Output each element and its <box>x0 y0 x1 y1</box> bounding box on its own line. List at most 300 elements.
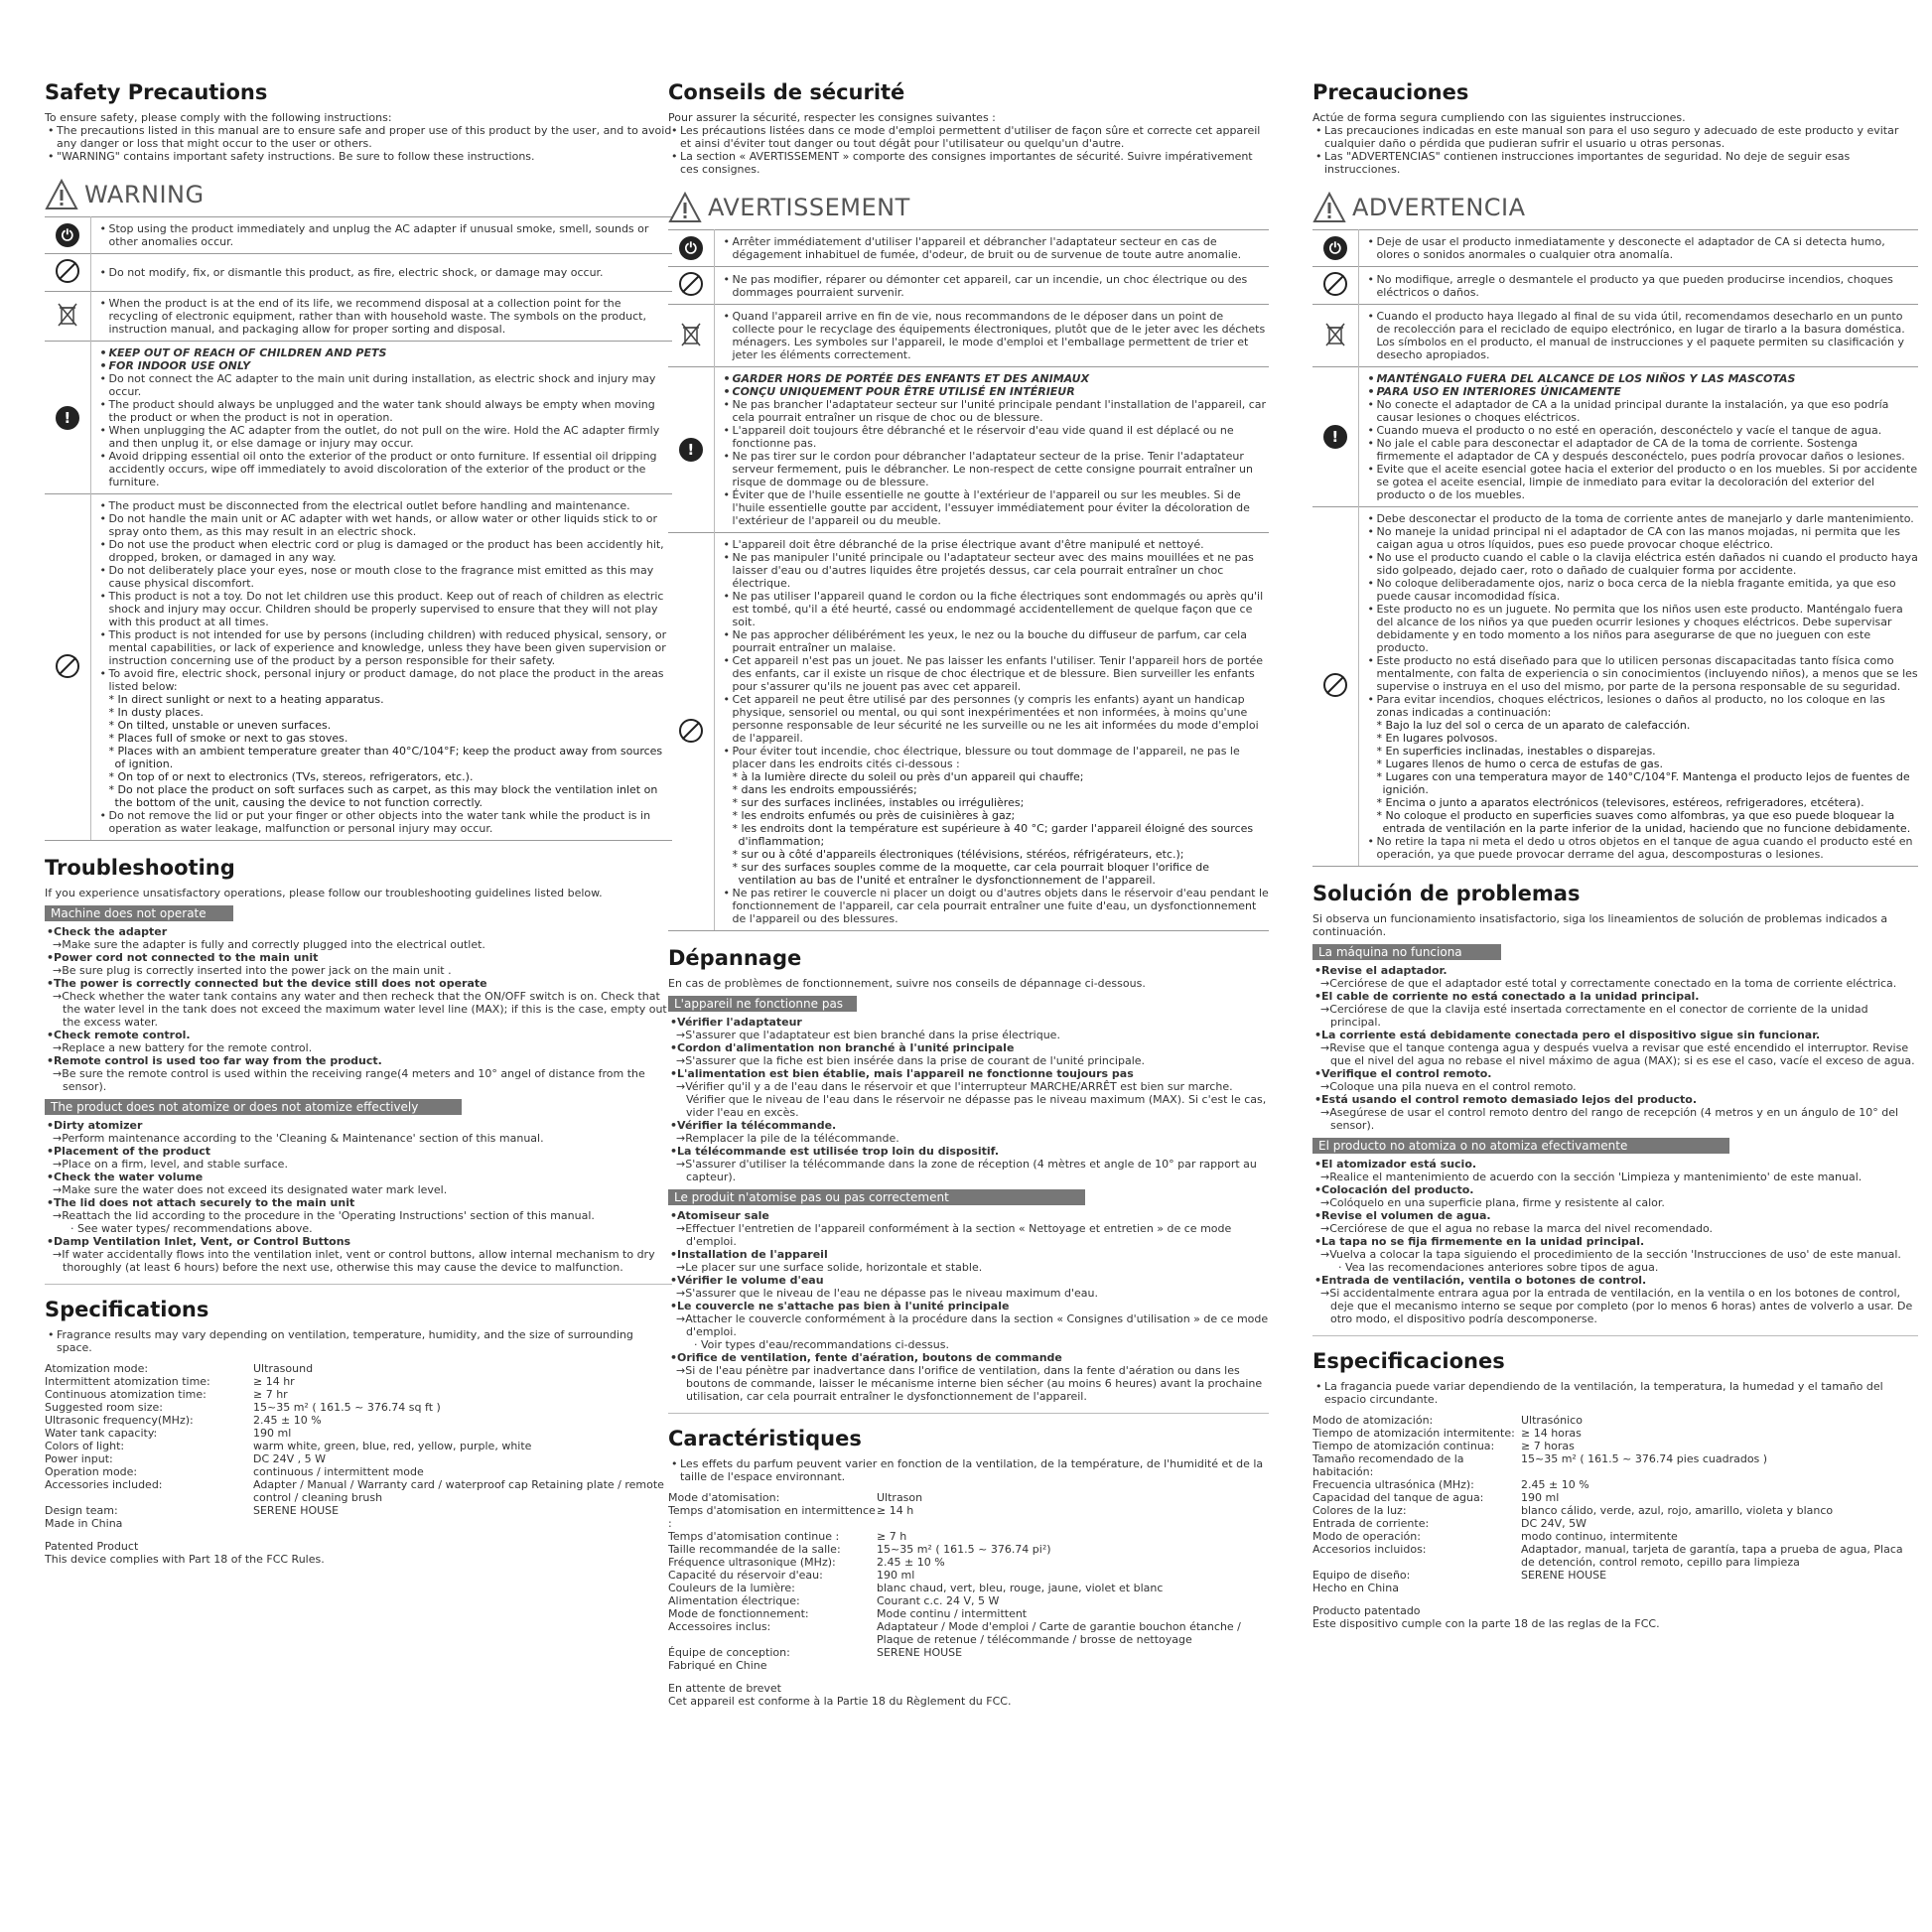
troubleshooting-note: · Vea las recomendaciones anteriores sobre tipos de agua. <box>1338 1261 1659 1274</box>
spec-value: 2.45 ± 10 % <box>1521 1478 1589 1491</box>
warning-item: • Deje de usar el producto inmediatamente y desconecte el adaptador de CA si detecta humo, olores o sonidos anormales o cualquier otra anomalía. <box>1365 235 1919 261</box>
warning-text-cell <box>90 342 672 494</box>
warning-item: • No use el producto cuando el cable o la clavija eléctrica estén dañados ni cuando el producto haya sido golpeado, dejado caer, roto o dañado de cualquier forma por accidente. <box>1365 551 1919 577</box>
warning-list <box>721 310 1270 361</box>
warning-icon-cell <box>668 533 714 931</box>
troubleshooting-answer: → Vérifier qu'il y a de l'eau dans le réservoir et que l'interrupteur MARCHE/ARRÊT est bien sur marche. Vérifier que le niveau de l'eau dans le réservoir ne dépasse pas le niveau maximum (MAX). Si c'est le cas, vider l'eau en excès. <box>668 1080 1269 1119</box>
warning-list <box>1365 235 1919 261</box>
spacer <box>45 1530 672 1540</box>
warning-row <box>1312 305 1918 367</box>
warning-list <box>721 887 1270 925</box>
troubleshooting-list <box>1312 964 1918 1132</box>
warning-item: • Este producto no es un juguete. No permita que los niños usen este producto. Manténgalo fuera del alcance de los niños ya que pueden ocurrir lesiones y choques eléctricos. Debe supervisar debidamente y en todo momento a los niños para asegurarse de que no jueguen con este producto. <box>1365 603 1919 654</box>
warning-item: • Este producto no está diseñado para que lo utilicen personas discapacitadas tanto física como mentalmente, con falta de experiencia o sin conocimientos (incluyendo niños), a menos que se les supervise o instruya en el uso del mismo, por parte de la persona responsable de su seguridad. <box>1365 654 1919 693</box>
warning-list <box>97 809 673 835</box>
troubleshooting-question: • The lid does not attach securely to the main unit <box>45 1196 672 1209</box>
troubleshooting-intro: En cas de problèmes de fonctionnement, suivre nos conseils de dépannage ci-dessous. <box>668 977 1146 990</box>
spec-value <box>253 1517 672 1530</box>
troubleshooting-question: • La corriente está debidamente conectada pero el dispositivo sigue sin funcionar. <box>1312 1029 1918 1041</box>
spec-label: Colores de la luz: <box>1312 1504 1407 1517</box>
footer-line: This device complies with Part 18 of the FCC Rules. <box>45 1553 325 1566</box>
warning-list <box>721 235 1270 261</box>
warning-icon-cell <box>668 305 714 367</box>
troubleshooting-banner: Machine does not operate <box>45 905 233 921</box>
warning-list <box>97 499 673 693</box>
warning-item: • Cet appareil n'est pas un jouet. Ne pas laisser les enfants l'utiliser. Tenir l'appareil hors de portée des enfants, car il existe un risque de choc électrique et de blessure. Bien surveiller les enfants pour s'assurer qu'ils ne jouent pas avec cet appareil. <box>721 654 1270 693</box>
warning-subitem: * Places with an ambient temperature greater than 40°C/104°F; keep the product away from sources of ignition. <box>108 745 663 770</box>
warning-item-bold: • FOR INDOOR USE ONLY <box>97 359 673 372</box>
warning-row <box>1312 367 1918 507</box>
spec-label: Intermittent atomization time: <box>45 1375 210 1388</box>
troubleshooting-question: • Power cord not connected to the main unit <box>45 951 672 964</box>
troubleshooting-answer: → Reattach the lid according to the procedure in the 'Operating Instructions' section of this manual. <box>45 1209 672 1222</box>
spec-note-list <box>45 1328 672 1354</box>
warning-subitem: * In dusty places. <box>108 706 205 719</box>
troubleshooting-banner: The product does not atomize or does not atomize effectively <box>45 1099 462 1115</box>
troubleshooting-answer: → Perform maintenance according to the 'Cleaning & Maintenance' section of this manual. <box>45 1132 672 1145</box>
spec-value: blanco cálido, verde, azul, rojo, amarillo, violeta y blanco <box>1521 1504 1834 1517</box>
troubleshooting-answer: → Make sure the adapter is fully and correctly plugged into the electrical outlet. <box>45 938 672 951</box>
warning-list <box>1365 372 1919 501</box>
warning-item: • Cuando mueva el producto o no esté en operación, desconéctelo y vacíe el tanque de agua. <box>1365 424 1919 437</box>
warning-item: • Debe desconectar el producto de la toma de corriente antes de manejarlo y darle mantenimiento. <box>1365 512 1919 525</box>
spec-label: Operation mode: <box>45 1465 138 1478</box>
troubleshooting-banner: El producto no atomiza o no atomiza efectivamente <box>1312 1138 1729 1154</box>
warning-subitem: * Bajo la luz del sol o cerca de un aparato de calefacción. <box>1376 719 1691 732</box>
troubleshooting-answer: → Attacher le couvercle conformément à la procédure dans la section « Consignes d'utilisation » de ce mode d'emploi. <box>668 1312 1269 1338</box>
troubleshooting-banner: Le produit n'atomise pas ou pas correctement <box>668 1189 1085 1205</box>
spacer <box>1312 1594 1918 1604</box>
spec-value: ≥ 14 hr <box>253 1375 295 1388</box>
troubleshooting-answer: → Colóquelo en una superficie plana, firme y resistente al calor. <box>1312 1196 1918 1209</box>
spec-value: DC 24V , 5 W <box>253 1452 327 1465</box>
troubleshooting-question: • El cable de corriente no está conectado a la unidad principal. <box>1312 990 1918 1003</box>
warning-item: • When unplugging the AC adapter from the outlet, do not pull on the wire. Hold the AC adapter firmly and then unplug it, or else damage or injury may occur. <box>97 424 673 450</box>
troubleshooting-question: • Placement of the product <box>45 1145 672 1158</box>
troubleshooting-question: • El atomizador está sucio. <box>1312 1158 1918 1171</box>
warning-subitem: * sur des surfaces inclinées, instables ou irrégulières; <box>732 796 1025 809</box>
warning-triangle-icon <box>1312 192 1346 223</box>
section-title-troubleshooting: Dépannage <box>668 946 802 970</box>
warning-item: • L'appareil doit toujours être débranché et le réservoir d'eau vide quand il est déplacé ou ne fonctionne pas. <box>721 424 1270 450</box>
warning-subitem: * In direct sunlight or next to a heating apparatus. <box>108 693 384 706</box>
spec-label: Taille recommandée de la salle: <box>668 1543 841 1556</box>
section-title-safety: Conseils de sécurité <box>668 80 905 104</box>
spec-value: ≥ 7 h <box>877 1530 907 1543</box>
spec-value: ≥ 14 h <box>877 1504 914 1517</box>
spec-label: Accessoires inclus: <box>668 1620 771 1633</box>
troubleshooting-question: • La télécommande est utilisée trop loin du dispositif. <box>668 1145 1269 1158</box>
troubleshooting-question: • Orifice de ventilation, fente d'aération, boutons de commande <box>668 1351 1269 1364</box>
spec-note-list <box>1312 1380 1918 1406</box>
troubleshooting-answer: → Si de l'eau pénètre par inadvertance dans l'orifice de ventilation, dans la fente d'aération ou dans les boutons de commande, laisser le mécanisme interne bien sécher (au moins 6 heures) avant la prochaine utilisation, car cela pourrait entraîner le dysfonctionnement de l'appareil. <box>668 1364 1269 1403</box>
warning-item: • Do not connect the AC adapter to the main unit during installation, as electric shock and injury may occur. <box>97 372 673 398</box>
spec-note: • Les effets du parfum peuvent varier en fonction de la ventilation, de la température, de l'humidité et de la taille de l'espace environnant. <box>668 1457 1269 1483</box>
warning-subitem: * On top of or next to electronics (TVs, stereos, refrigerators, etc.). <box>108 770 474 783</box>
spec-label: Suggested room size: <box>45 1401 163 1414</box>
troubleshooting-answer: → Revise que el tanque contenga agua y después vuelva a revisar que esté encendido el interruptor. Revise que el nivel del agua no rebase el nivel máximo de agua (MAX); si es ese el caso, vacíe el exceso de agua. <box>1312 1041 1918 1067</box>
exclamation-icon: ! <box>56 406 79 430</box>
warning-item: • Pour éviter tout incendie, choc électrique, blessure ou tout dommage de l'appareil, ne pas le placer dans les endroits cités ci-dessous : <box>721 745 1270 770</box>
warning-item: • This product is not intended for use by persons (including children) with reduced physical, sensory, or mental capabilities, or lack of experience and knowledge, unless they have been given supervision or instruction concerning use of the product by a person responsible for their safety. <box>97 628 673 667</box>
no-disassemble-icon <box>1323 272 1347 296</box>
warning-label: AVERTISSEMENT <box>708 193 910 221</box>
warning-subitem: * En lugares polvosos. <box>1376 732 1498 745</box>
warning-list <box>97 266 673 279</box>
warning-row <box>668 230 1269 267</box>
warning-row <box>45 254 672 292</box>
divider <box>1312 1335 1918 1336</box>
warning-list <box>97 222 673 248</box>
warning-table <box>668 229 1269 931</box>
spec-label: Fréquence ultrasonique (MHz): <box>668 1556 836 1569</box>
warning-subitem: * Lugares con una temperatura mayor de 140°C/104°F. Mantenga el producto lejos de fuentes de ignición. <box>1376 770 1910 796</box>
spec-label: Alimentation électrique: <box>668 1594 800 1607</box>
troubleshooting-question: • Vérifier le volume d'eau <box>668 1274 1269 1287</box>
warning-text-cell <box>90 292 672 342</box>
warning-item: • Cuando el producto haya llegado al final de su vida útil, recomendamos desecharlo en un punto de recolección para el reciclado de equipo electrónico, en lugar de tirarlo a la basura doméstica. Los símbolos en el producto, el manual de instrucciones y el paquete permiten su clasificación y desecho apropiados. <box>1365 310 1919 361</box>
warning-row <box>668 305 1269 367</box>
intro-bullet: • Las "ADVERTENCIAS" contienen instrucciones importantes de seguridad. No deje de seguir esas instrucciones. <box>1312 150 1918 176</box>
spec-value: 15~35 m² ( 161.5 ~ 376.74 sq ft ) <box>253 1401 441 1414</box>
troubleshooting-question: • Check the adapter <box>45 925 672 938</box>
spec-label: Water tank capacity: <box>45 1427 158 1440</box>
intro-text: Pour assurer la sécurité, respecter les consignes suivantes : <box>668 111 996 124</box>
warning-icon-cell <box>45 217 90 254</box>
spec-note: • Fragrance results may vary depending on ventilation, temperature, humidity, and the size of surrounding space. <box>45 1328 672 1354</box>
warning-table <box>1312 229 1918 867</box>
warning-item: • Cet appareil ne peut être utilisé par des personnes (y compris les enfants) ayant un handicap physique, sensoriel ou mental, ou qui sont inexpérimentées et non informées, à moins qu'une personne responsable de leur sécurité ne les surveille ou ne les ait informées du mode d'emploi de l'appareil. <box>721 693 1270 745</box>
spec-value: 2.45 ± 10 % <box>877 1556 945 1569</box>
troubleshooting-question: • Check the water volume <box>45 1171 672 1183</box>
warning-text-cell <box>714 267 1269 305</box>
warning-subitem: * sur des surfaces souples comme de la moquette, car cela pourrait bloquer l'orifice de ventilation au bas de l'unité et entraîner le dysfonctionnement de l'appareil. <box>732 861 1210 887</box>
warning-item: • Do not modify, fix, or dismantle this product, as fire, electric shock, or damage may occur. <box>97 266 673 279</box>
unplug-icon: ⏻ <box>56 223 79 247</box>
troubleshooting-answer: → S'assurer que le niveau de l'eau ne dépasse pas le niveau maximum d'eau. <box>668 1287 1269 1300</box>
warning-item: • Avoid dripping essential oil onto the exterior of the product or onto furniture. If essential oil dripping accidently occurs, wipe off immediately to avoid discoloration of the exterior of the product or the furniture. <box>97 450 673 488</box>
troubleshooting-question: • Remote control is used too far way from the product. <box>45 1054 672 1067</box>
spec-label: Frecuencia ultrasónica (MHz): <box>1312 1478 1474 1491</box>
spec-value: 190 ml <box>1521 1491 1560 1504</box>
spec-value: ≥ 14 horas <box>1521 1427 1582 1440</box>
troubleshooting-question: • The power is correctly connected but the device still does not operate <box>45 977 672 990</box>
warning-subitem: * dans les endroits empoussiérés; <box>732 783 917 796</box>
warning-item: • No coloque deliberadamente ojos, nariz o boca cerca de la niebla fragante emitida, ya que eso puede causar incomodidad física. <box>1365 577 1919 603</box>
warning-icon-cell <box>668 267 714 305</box>
warning-list <box>721 372 1270 527</box>
warning-row <box>668 367 1269 533</box>
warning-item: • Ne pas retirer le couvercle ni placer un doigt ou d'autres objets dans le réservoir d'eau pendant le fonctionnement de l'appareil, car cela pourrait entraîner une fuite d'eau, un dysfonctionnement de l'appareil ou des blessures. <box>721 887 1270 925</box>
divider <box>45 1284 672 1285</box>
warning-item-bold: • KEEP OUT OF REACH OF CHILDREN AND PETS <box>97 346 673 359</box>
spec-value: 190 ml <box>877 1569 915 1582</box>
warning-item-bold: • GARDER HORS DE PORTÉE DES ENFANTS ET DES ANIMAUX <box>721 372 1270 385</box>
troubleshooting-question: • Vérifier l'adaptateur <box>668 1016 1269 1029</box>
warning-header <box>1312 190 1918 225</box>
spec-label: Entrada de corriente: <box>1312 1517 1430 1530</box>
unplug-icon: ⏻ <box>679 236 703 260</box>
troubleshooting-answer: → Replace a new battery for the remote control. <box>45 1041 672 1054</box>
warning-item: • To avoid fire, electric shock, personal injury or product damage, do not place the product in the areas listed below: <box>97 667 673 693</box>
warning-text-cell <box>1358 267 1918 305</box>
warning-table <box>45 216 672 841</box>
warning-item: • Do not use the product when electric cord or plug is damaged or the product has been accidently hit, dropped, broken, or damaged in any way. <box>97 538 673 564</box>
spec-label: Colors of light: <box>45 1440 125 1452</box>
intro-bullets <box>1312 124 1918 176</box>
spec-value: DC 24V, 5W <box>1521 1517 1587 1530</box>
troubleshooting-question: • La tapa no se fija firmemente en la unidad principal. <box>1312 1235 1918 1248</box>
troubleshooting-answer: → Make sure the water does not exceed its designated water mark level. <box>45 1183 672 1196</box>
warning-list <box>1365 835 1919 861</box>
intro-bullet: • Las precauciones indicadas en este manual son para el uso seguro y adecuado de este producto y evitar cualquier daño o pérdida que pudieran sufrir el usuario u otras personas. <box>1312 124 1918 150</box>
warning-text-cell <box>714 230 1269 267</box>
warning-header <box>45 177 672 212</box>
spec-label: Made in China <box>45 1517 123 1530</box>
troubleshooting-question: • Revise el volumen de agua. <box>1312 1209 1918 1222</box>
spec-value: Adaptador, manual, tarjeta de garantía, tapa a prueba de agua, Placa de detención, control remoto, cepillo para limpieza <box>1521 1543 1903 1569</box>
warning-item: • When the product is at the end of its life, we recommend disposal at a collection point for the recycling of electronic equipment, rather than with household waste. The symbols on the product, instruction manual, and packaging allow for proper sorting and disposal. <box>97 297 673 336</box>
troubleshooting-answer: → Vuelva a colocar la tapa siguiendo el procedimiento de la sección 'Instrucciones de uso' de este manual. <box>1312 1248 1918 1261</box>
spec-label: Hecho en China <box>1312 1582 1399 1594</box>
warning-item: • Ne pas manipuler l'unité principale ou l'adaptateur secteur avec des mains mouillées et ne pas laisser d'eau ou d'autres liquides être projetés dessus, car cela pourrait entraîner un choc électrique. <box>721 551 1270 590</box>
spec-table <box>1312 1414 1918 1594</box>
troubleshooting-answer: → Coloque una pila nueva en el control remoto. <box>1312 1080 1918 1093</box>
spec-label: Tiempo de atomización intermitente: <box>1312 1427 1515 1440</box>
spec-value: Ultrasound <box>253 1362 314 1375</box>
warning-text-cell <box>714 533 1269 931</box>
troubleshooting-note: · Voir types d'eau/recommandations ci-dessus. <box>694 1338 949 1351</box>
divider <box>668 1413 1269 1414</box>
intro-bullets <box>668 124 1269 176</box>
warning-header <box>668 190 1269 225</box>
warning-row <box>1312 267 1918 305</box>
troubleshooting-answer: → Cerciórese de que el adaptador esté total y correctamente conectado en la toma de corriente eléctrica. <box>1312 977 1918 990</box>
warning-row <box>45 494 672 841</box>
warning-list <box>1365 310 1919 361</box>
warning-icon-cell <box>668 367 714 533</box>
spec-label: Mode de fonctionnement: <box>668 1607 809 1620</box>
spec-label: Temps d'atomisation en intermittence : <box>668 1504 876 1530</box>
spec-value: blanc chaud, vert, bleu, rouge, jaune, violet et blanc <box>877 1582 1164 1594</box>
warning-item: • Éviter que de l'huile essentielle ne goutte à l'extérieur de l'appareil ou sur les meubles. Si de l'huile essentielle goutte par accident, l'essuyer immédiatement pour éviter la décoloration de l'extérieur de l'appareil ou du meuble. <box>721 488 1270 527</box>
troubleshooting-note: · See water types/ recommendations above. <box>70 1222 313 1235</box>
spec-value: SERENE HOUSE <box>877 1646 963 1659</box>
warning-text-cell <box>714 367 1269 533</box>
warning-subitem: * sur ou à côté d'appareils électroniques (télévisions, stéréos, réfrigérateurs, etc.); <box>732 848 1184 861</box>
footer-line: En attente de brevet <box>668 1682 781 1695</box>
spec-note-list <box>668 1457 1269 1483</box>
troubleshooting-answer: → Cerciórese de que la clavija esté insertada correctamente en el conector de corriente de la unidad principal. <box>1312 1003 1918 1029</box>
column-french <box>668 77 1269 1708</box>
warning-row <box>1312 230 1918 267</box>
troubleshooting-question: • Está usando el control remoto demasiado lejos del producto. <box>1312 1093 1918 1106</box>
warning-item: • L'appareil doit être débranché de la prise électrique avant d'être manipulé et nettoyé. <box>721 538 1270 551</box>
spec-value: Adapter / Manual / Warranty card / waterproof cap Retaining plate / remote control / cleaning brush <box>253 1478 664 1504</box>
warning-text-cell <box>90 254 672 292</box>
warning-row <box>45 292 672 342</box>
spec-value <box>1521 1582 1918 1594</box>
warning-icon-cell <box>1312 267 1358 305</box>
section-title-specifications: Caractéristiques <box>668 1427 862 1450</box>
section-title-specifications: Specifications <box>45 1298 209 1321</box>
warning-icon-cell <box>45 292 90 342</box>
warning-item: • Stop using the product immediately and unplug the AC adapter if unusual smoke, smell, sounds or other anomalies occur. <box>97 222 673 248</box>
section-title-safety: Safety Precautions <box>45 80 268 104</box>
warning-list <box>721 538 1270 770</box>
troubleshooting-answer: → Effectuer l'entretien de l'appareil conformément à la section « Nettoyage et entretien » de ce mode d'emploi. <box>668 1222 1269 1248</box>
troubleshooting-list <box>45 1119 672 1274</box>
spec-value: SERENE HOUSE <box>253 1504 340 1517</box>
spec-table <box>45 1362 672 1530</box>
spec-value: Adaptateur / Mode d'emploi / Carte de garantie bouchon étanche / Plaque de retenue / télécommande / brosse de nettoyage <box>877 1620 1241 1646</box>
no-disassemble-icon <box>56 259 79 283</box>
warning-list <box>721 273 1270 299</box>
troubleshooting-question: • Revise el adaptador. <box>1312 964 1918 977</box>
troubleshooting-answer: → Remplacer la pile de la télécommande. <box>668 1132 1269 1145</box>
spec-value: ≥ 7 horas <box>1521 1440 1575 1452</box>
troubleshooting-list <box>45 925 672 1093</box>
troubleshooting-question: • Cordon d'alimentation non branché à l'unité principale <box>668 1041 1269 1054</box>
spec-label: Accessories included: <box>45 1478 163 1491</box>
troubleshooting-answer: → Realice el mantenimiento de acuerdo con la sección 'Limpieza y mantenimiento' de este manual. <box>1312 1171 1918 1183</box>
warning-text-cell <box>714 305 1269 367</box>
warning-item: • The product must be disconnected from the electrical outlet before handling and maintenance. <box>97 499 673 512</box>
warning-subitem: * Lugares llenos de humo o cerca de estufas de gas. <box>1376 758 1664 770</box>
spec-label: Tamaño recomendado de la habitación: <box>1312 1452 1464 1478</box>
weee-bin-icon <box>57 317 78 331</box>
spec-value <box>877 1659 1269 1672</box>
section-title-specifications: Especificaciones <box>1312 1349 1505 1373</box>
spec-value: Ultrasónico <box>1521 1414 1583 1427</box>
spec-label: Tiempo de atomización continua: <box>1312 1440 1495 1452</box>
warning-text-cell <box>1358 507 1918 867</box>
warning-text-cell <box>1358 305 1918 367</box>
warning-item: • Para evitar incendios, choques eléctricos, lesiones o daños al producto, no los coloque en las zonas indicadas a continuación: <box>1365 693 1919 719</box>
spec-value: 190 ml <box>253 1427 292 1440</box>
no-disassemble-icon <box>679 272 703 296</box>
troubleshooting-answer: → Be sure plug is correctly inserted into the power jack on the main unit . <box>45 964 672 977</box>
spec-value: Ultrason <box>877 1491 923 1504</box>
exclamation-icon: ! <box>679 438 703 462</box>
troubleshooting-answer: → Check whether the water tank contains any water and then recheck that the ON/OFF switch is on. Check that the water level in the tank does not exceed the maximum water level line (MAX); if this is the case, empty out the excess water. <box>45 990 672 1029</box>
spec-label: Couleurs de la lumière: <box>668 1582 795 1594</box>
troubleshooting-answer: → S'assurer d'utiliser la télécommande dans la zone de réception (4 mètres et angle de 10° par rapport au capteur). <box>668 1158 1269 1183</box>
warning-subitem: * No coloque el producto en superficies suaves como alfombras, ya que eso puede bloquear la entrada de ventilación en la parte inferior de la unidad, haciendo que no funcione debidamente. <box>1376 809 1911 835</box>
warning-subitem: * les endroits enfumés ou près de cuisinières à gaz; <box>732 809 1016 822</box>
warning-icon-cell <box>1312 305 1358 367</box>
spec-label: Accesorios incluidos: <box>1312 1543 1427 1556</box>
spec-value: continuous / intermittent mode <box>253 1465 424 1478</box>
troubleshooting-intro: If you experience unsatisfactory operations, please follow our troubleshooting guidelines listed below. <box>45 887 603 899</box>
warning-item: • Ne pas approcher délibérément les yeux, le nez ou la bouche du diffuseur de parfum, car cela pourrait entraîner un malaise. <box>721 628 1270 654</box>
spec-table <box>668 1491 1269 1672</box>
troubleshooting-list <box>668 1016 1269 1183</box>
warning-subitem: * Encima o junto a aparatos electrónicos (televisores, estéreos, refrigeradores, etcétera). <box>1376 796 1864 809</box>
warning-row <box>1312 507 1918 867</box>
warning-item: • Evite que el aceite esencial gotee hacia el exterior del producto o en los muebles. Si por accidente se gotea el aceite esencial, limpie de inmediato para evitar la decoloración del exterior del producto o de los muebles. <box>1365 463 1919 501</box>
spec-value: modo continuo, intermitente <box>1521 1530 1678 1543</box>
footer-line: Producto patentado <box>1312 1604 1421 1617</box>
exclamation-icon: ! <box>1323 425 1347 449</box>
troubleshooting-answer: → Be sure the remote control is used within the receiving range(4 meters and 10° angel of distance from the sensor). <box>45 1067 672 1093</box>
spec-value: 15~35 m² ( 161.5 ~ 376.74 pi²) <box>877 1543 1051 1556</box>
warning-item: • Ne pas utiliser l'appareil quand le cordon ou la fiche électriques sont endommagés ou après qu'il est tombé, qu'il a été heurté, cassé ou endommagé accidentellement de quelque façon que ce soit. <box>721 590 1270 628</box>
spec-label: Modo de atomización: <box>1312 1414 1434 1427</box>
unplug-icon: ⏻ <box>1323 236 1347 260</box>
troubleshooting-question: • Damp Ventilation Inlet, Vent, or Control Buttons <box>45 1235 672 1248</box>
warning-list <box>1365 512 1919 719</box>
prohibited-icon <box>56 654 79 678</box>
troubleshooting-answer: → Place on a firm, level, and stable surface. <box>45 1158 672 1171</box>
intro-bullet: • "WARNING" contains important safety instructions. Be sure to follow these instructions. <box>45 150 672 163</box>
warning-label: ADVERTENCIA <box>1352 193 1526 221</box>
warning-text-cell <box>1358 230 1918 267</box>
troubleshooting-banner: L'appareil ne fonctionne pas <box>668 996 857 1012</box>
section-title-troubleshooting: Troubleshooting <box>45 856 235 880</box>
warning-icon-cell <box>45 342 90 494</box>
warning-item: • No jale el cable para desconectar el adaptador de CA de la toma de corriente. Sostenga firmemente el adaptador de CA y después desconéctelo, pues podría provocar daños o lesiones. <box>1365 437 1919 463</box>
troubleshooting-answer: → S'assurer que l'adaptateur est bien branché dans la prise électrique. <box>668 1029 1269 1041</box>
troubleshooting-question: • Verifique el control remoto. <box>1312 1067 1918 1080</box>
warning-subitem: * On tilted, unstable or uneven surfaces. <box>108 719 332 732</box>
troubleshooting-question: • Entrada de ventilación, ventila o botones de control. <box>1312 1274 1918 1287</box>
warning-icon-cell <box>1312 230 1358 267</box>
warning-item-bold: • PARA USO EN INTERIORES ÚNICAMENTE <box>1365 385 1919 398</box>
spec-value: Courant c.c. 24 V, 5 W <box>877 1594 1000 1607</box>
prohibited-icon <box>679 719 703 743</box>
warning-subitem: * à la lumière directe du soleil ou près d'un appareil qui chauffe; <box>732 770 1084 783</box>
warning-item: • No retire la tapa ni meta el dedo u otros objetos en el tanque de agua cuando el producto esté en operación, ya que puede provocar derrame del agua, descomposturas o lesiones. <box>1365 835 1919 861</box>
spec-label: Power input: <box>45 1452 113 1465</box>
spec-label: Mode d'atomisation: <box>668 1491 780 1504</box>
warning-label: WARNING <box>84 180 205 208</box>
warning-item-bold: • CONÇU UNIQUEMENT POUR ÊTRE UTILISÉ EN INTÉRIEUR <box>721 385 1270 398</box>
section-title-safety: Precauciones <box>1312 80 1469 104</box>
warning-list <box>97 346 673 488</box>
warning-item: • Ne pas brancher l'adaptateur secteur sur l'unité principale pendant l'installation de l'appareil, car cela pourrait entraîner un risque de choc ou de blessure. <box>721 398 1270 424</box>
warning-icon-cell <box>45 494 90 841</box>
warning-item: • Arrêter immédiatement d'utiliser l'appareil et débrancher l'adaptateur secteur en cas de dégagement inhabituel de fumée, d'odeur, de bruit ou de survenue de toute autre anomalie. <box>721 235 1270 261</box>
warning-list <box>1365 273 1919 299</box>
spec-value: SERENE HOUSE <box>1521 1569 1607 1582</box>
column-spanish <box>1312 77 1918 1630</box>
warning-icon-cell <box>45 254 90 292</box>
troubleshooting-question: • Installation de l'appareil <box>668 1248 1269 1261</box>
troubleshooting-intro: Si observa un funcionamiento insatisfactorio, siga los lineamientos de solución de problemas indicados a continuación. <box>1312 912 1888 938</box>
intro-bullet: • La section « AVERTISSEMENT » comporte des consignes importantes de sécurité. Suivre impérativement ces consignes. <box>668 150 1269 176</box>
spec-label: Capacidad del tanque de agua: <box>1312 1491 1484 1504</box>
warning-text-cell <box>90 217 672 254</box>
spacer <box>668 1672 1269 1682</box>
warning-text-cell <box>90 494 672 841</box>
warning-item: • This product is not a toy. Do not let children use this product. Keep out of reach of children as electric shock and injury may occur. Children should be properly supervised to ensure that they will not play with this product at all times. <box>97 590 673 628</box>
section-title-troubleshooting: Solución de problemas <box>1312 882 1581 905</box>
prohibited-icon <box>1323 673 1347 697</box>
troubleshooting-question: • Atomiseur sale <box>668 1209 1269 1222</box>
spec-label: Temps d'atomisation continue : <box>668 1530 840 1543</box>
spec-label: Equipo de diseño: <box>1312 1569 1411 1582</box>
troubleshooting-question: • Check remote control. <box>45 1029 672 1041</box>
troubleshooting-question: • L'alimentation est bien établie, mais l'appareil ne fonctionne toujours pas <box>668 1067 1269 1080</box>
warning-row <box>45 217 672 254</box>
spec-label: Continuous atomization time: <box>45 1388 207 1401</box>
warning-item: • Quand l'appareil arrive en fin de vie, nous recommandons de le déposer dans un point de collecte pour le recyclage des équipements électroniques, plutôt que de le jeter avec les déchets ménagers. Les symboles sur l'appareil, le mode d'emploi et l'emballage permettent de trier et jeter les éléments correctement. <box>721 310 1270 361</box>
warning-item: • Do not remove the lid or put your finger or other objects into the water tank while the product is in operation as water leakage, malfunction or personal injury may occur. <box>97 809 673 835</box>
warning-item-bold: • MANTÉNGALO FUERA DEL ALCANCE DE LOS NIÑOS Y LAS MASCOTAS <box>1365 372 1919 385</box>
troubleshooting-banner: La máquina no funciona <box>1312 944 1501 960</box>
troubleshooting-answer: → S'assurer que la fiche est bien insérée dans la prise de courant de l'unité principale. <box>668 1054 1269 1067</box>
